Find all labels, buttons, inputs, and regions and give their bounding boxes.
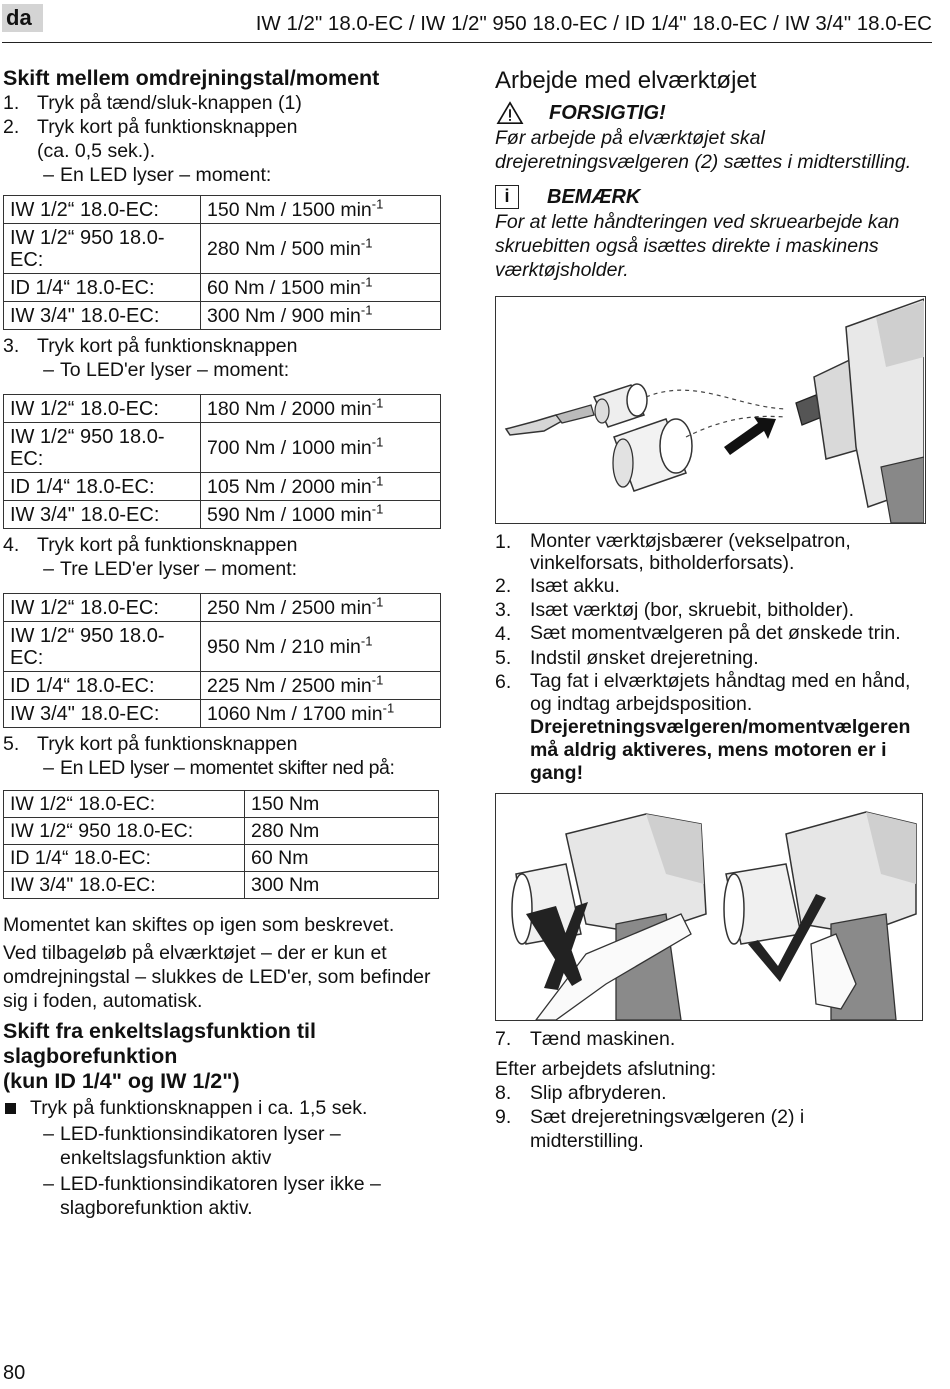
step-text-continued: (ca. 0,5 sek.). [37, 140, 156, 162]
warning-bold-text: Drejeretningsvælgeren/momentvælgeren må aldrig aktiveres, mens motoren er i gang! [530, 716, 911, 784]
dash-item: – En LED lyser – moment: [43, 164, 272, 186]
caution-row [495, 100, 935, 126]
table-cell-value: 280 Nm [245, 818, 439, 845]
torque-table-2 [3, 394, 441, 529]
table-cell-model: IW 3/4" 18.0-EC: [4, 302, 201, 330]
table-cell-value: 950 Nm / 210 $\min^{-1}$ [201, 622, 441, 672]
note-text: For at lette håndteringen ved skruearbejde kan skruebitten også isættes direkte i maskinens værktøjsholder. [495, 211, 900, 281]
table-row [4, 501, 441, 529]
torque-table-3 [3, 593, 441, 728]
arrow-icon [724, 417, 776, 455]
list-item [495, 646, 935, 670]
table-cell-value: 60 Nm / 1500 $\min^{-1}$ [201, 274, 441, 302]
list-item [495, 622, 935, 646]
list-item [3, 533, 448, 557]
large-socket-icon [613, 419, 692, 491]
correct-grip-icon [724, 812, 916, 1020]
list-item [3, 115, 448, 139]
step-number: 2. [495, 575, 512, 597]
dash-text: LED-funktionsindikatoren lyser – enkeltslagsfunktion aktiv [60, 1123, 341, 1169]
table-cell-value: 150 Nm / 1500 $\min^{-1}$ [201, 196, 441, 224]
list-item [3, 732, 448, 756]
led-status-text: En LED lyser – moment: [60, 164, 272, 186]
torque-table-4 [3, 790, 439, 899]
wrong-grip-icon [512, 814, 706, 1020]
note-label: BEMÆRK [547, 186, 641, 208]
table-row [4, 672, 441, 700]
table-cell-model: IW 1/2“ 18.0-EC: [4, 594, 201, 622]
table-cell-model: IW 3/4" 18.0-EC: [4, 501, 201, 529]
page-number: 80 [3, 1362, 26, 1384]
table-cell-value: 225 Nm / 2500 $\min^{-1}$ [201, 672, 441, 700]
table-row [4, 196, 441, 224]
torque-table-1 [3, 195, 441, 330]
step-text: Tryk kort på funktionsknappen [37, 733, 298, 755]
table-row [4, 594, 441, 622]
info-icon: i [495, 185, 519, 209]
dash-item: – LED-funktionsindikatoren lyser ikke – slagborefunktion aktiv. [3, 1172, 448, 1220]
step-number: 1. [495, 531, 512, 553]
step-text: Tryk på tænd/sluk-knappen (1) [37, 92, 302, 114]
table-row [4, 423, 441, 473]
table-cell-model: IW 1/2“ 18.0-EC: [4, 395, 201, 423]
step-number: 8. [495, 1082, 512, 1104]
table-row [4, 224, 441, 274]
list-item [495, 574, 935, 598]
section-heading-speed-torque: Skift mellem omdrejningstal/moment [3, 66, 380, 90]
small-socket-icon [594, 384, 647, 427]
list-item [495, 1081, 935, 1105]
table-cell-model: IW 1/2“ 18.0-EC: [4, 196, 201, 224]
table-row [4, 791, 439, 818]
table-cell-value: 590 Nm / 1000 $\min^{-1}$ [201, 501, 441, 529]
led-status-text: To LED'er lyser – moment: [60, 359, 290, 381]
table-row [4, 395, 441, 423]
dash-item: – En LED lyser – momentet skifter ned på: [43, 757, 395, 779]
step-text: Monter værktøjsbærer (vekselpatron, vinkelforsats, bitholderforsats). [530, 530, 851, 574]
step-number: 1. [3, 92, 20, 114]
paragraph: Ved tilbageløb på elværktøjet – der er kun et omdrejningstal – slukkes de LED'er, som befinder sig i foden, automatisk. [3, 942, 431, 1012]
list-item [495, 1027, 935, 1051]
list-item [495, 598, 935, 622]
step-text: Sæt drejeretningsvælgeren (2) i midterstilling. [530, 1106, 805, 1152]
table-row [4, 622, 441, 672]
step-text: Tryk kort på funktionsknappen [37, 116, 298, 138]
led-status-text: En LED lyser – momentet skifter ned på: [60, 757, 395, 779]
step-text: Isæt akku. [530, 575, 620, 597]
paragraph: Momentet kan skiftes op igen som beskrevet. [3, 914, 395, 936]
header-divider [2, 42, 932, 43]
bullet-text: Tryk på funktionsknappen i ca. 1,5 sek. [30, 1097, 368, 1119]
caution-label: FORSIGTIG! [549, 102, 666, 124]
bullet-square-icon [3, 1096, 30, 1120]
section-heading-working: Arbejde med elværktøjet [495, 67, 757, 94]
step-number: 3. [495, 599, 512, 621]
step-text: Isæt værktøj (bor, skruebit, bitholder). [530, 599, 855, 621]
step-number: 5. [3, 733, 20, 755]
step-number: 9. [495, 1106, 512, 1128]
dash-item: – LED-funktionsindikatoren lyser – enkeltslagsfunktion aktiv [3, 1122, 448, 1170]
list-item [3, 334, 448, 358]
table-cell-model: IW 3/4" 18.0-EC: [4, 872, 245, 899]
figure-grip [495, 793, 923, 1021]
right-column [495, 66, 935, 1153]
table-cell-value: 300 Nm [245, 872, 439, 899]
step-text: Tænd maskinen. [530, 1028, 676, 1050]
table-cell-model: ID 1/4“ 18.0-EC: [4, 672, 201, 700]
table-cell-model: ID 1/4“ 18.0-EC: [4, 473, 201, 501]
tool-holder-illustration [496, 297, 924, 523]
step-number: 7. [495, 1028, 512, 1050]
table-cell-value: 1060 Nm / 1700 $\min^{-1}$ [201, 700, 441, 728]
step-number: 2. [3, 116, 20, 138]
table-cell-model: ID 1/4“ 18.0-EC: [4, 274, 201, 302]
table-cell-value: 150 Nm [245, 791, 439, 818]
table-row [4, 302, 441, 330]
step-text: Indstil ønsket drejeretning. [530, 647, 759, 669]
table-row [4, 473, 441, 501]
impact-wrench-icon [796, 299, 924, 523]
table-cell-value: 105 Nm / 2000 $\min^{-1}$ [201, 473, 441, 501]
step-text: Tryk kort på funktionsknappen [37, 534, 298, 556]
step-text: Tag fat i elværktøjets håndtag med en hånd, og indtag arbejdsposition. [530, 670, 911, 715]
language-tag: da [2, 4, 43, 32]
table-cell-value: 250 Nm / 2500 $\min^{-1}$ [201, 594, 441, 622]
dash-item: – Tre LED'er lyser – moment: [43, 558, 298, 580]
caution-text: Før arbejde på elværktøjet skal drejeretningsvælgeren (2) sættes i midterstilling. [495, 127, 912, 173]
dash-item: – To LED'er lyser – moment: [43, 359, 290, 381]
table-cell-model: IW 1/2“ 950 18.0-EC: [4, 224, 201, 274]
step-number: 6. [495, 671, 512, 693]
screwdriver-bit-icon [506, 405, 594, 435]
list-item [3, 91, 448, 115]
table-row [4, 274, 441, 302]
left-column [3, 66, 448, 1220]
step-number: 4. [3, 534, 20, 556]
section-heading-drill-mode: Skift fra enkeltslagsfunktion til slagborefunktion (kun ID 1/4" og IW 1/2") [3, 1019, 316, 1093]
table-cell-value: 180 Nm / 2000 $\min^{-1}$ [201, 395, 441, 423]
bullet-item [3, 1096, 448, 1120]
list-item [495, 1105, 935, 1153]
table-cell-model: ID 1/4“ 18.0-EC: [4, 845, 245, 872]
figure-tool-holder [495, 296, 926, 524]
step-number: 3. [3, 335, 20, 357]
table-row [4, 872, 439, 899]
table-cell-model: IW 1/2“ 18.0-EC: [4, 791, 245, 818]
step-text: Slip afbryderen. [530, 1082, 667, 1104]
table-row [4, 700, 441, 728]
table-cell-model: IW 1/2“ 950 18.0-EC: [4, 423, 201, 473]
paragraph: Efter arbejdets afslutning: [495, 1058, 717, 1080]
header-title: IW 1/2" 18.0-EC / IW 1/2" 950 18.0-EC / ID 1/4" 18.0-EC / IW 3/4" 18.0-EC [255, 12, 932, 35]
table-cell-value: 700 Nm / 1000 $\min^{-1}$ [201, 423, 441, 473]
table-cell-value: 60 Nm [245, 845, 439, 872]
table-cell-model: IW 3/4" 18.0-EC: [4, 700, 201, 728]
step-number: 4. [495, 623, 512, 645]
table-cell-model: IW 1/2“ 950 18.0-EC: [4, 818, 245, 845]
table-row [4, 845, 439, 872]
step-text: Tryk kort på funktionsknappen [37, 335, 298, 357]
list-item [495, 530, 935, 574]
table-cell-model: IW 1/2“ 950 18.0-EC: [4, 622, 201, 672]
led-status-text: Tre LED'er lyser – moment: [60, 558, 298, 580]
step-text: Sæt momentvælgeren på det ønskede trin. [530, 622, 901, 644]
table-cell-value: 280 Nm / 500 $\min^{-1}$ [201, 224, 441, 274]
dash-text: LED-funktionsindikatoren lyser ikke – slagborefunktion aktiv. [60, 1173, 381, 1219]
warning-triangle-icon [495, 101, 525, 125]
note-row [495, 184, 935, 210]
grip-illustration [496, 794, 921, 1020]
table-row [4, 818, 439, 845]
step-number: 5. [495, 647, 512, 669]
table-cell-value: 300 Nm / 900 $\min^{-1}$ [201, 302, 441, 330]
list-item [495, 670, 935, 716]
